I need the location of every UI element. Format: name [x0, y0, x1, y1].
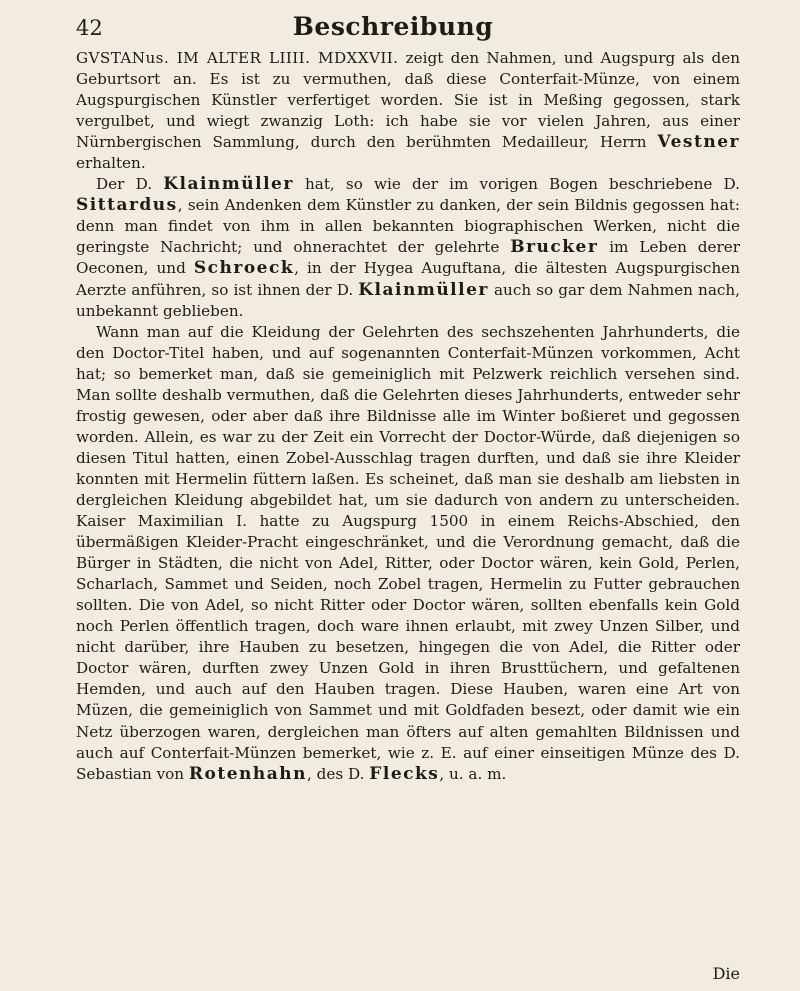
page-number: 42 — [76, 16, 103, 40]
text-run: Wann man auf die Kleidung der Gelehrten des sechszehenten Jahrhunderts, die den Doctor-Titel haben, und auf sogenannten Conterfait-Münzen vorkommen, Acht hat; so bemerket man, daß sie gemeiniglich mit Pelzwerk reichlich versehen sind. Man sollte deshalb vermuthen, daß die Gelehrten dieses Jahrhunderts, entweder sehr frostig gewesen, oder aber daß ihre Bildnisse alle im Winter boßieret und gegossen worden. Allein, es war zu der Zeit ein Vorrecht der Doctor-Würde, daß diejenigen so diesen Titul hatten, einen Zobel-Ausschlag tragen durften, und daß sie ihre Kleider konnten mit Hermelin füttern laßen. Es scheinet, daß man sie deshalb am liebsten in dergleichen Kleidung abgebildet hat, um sie dadurch von andern zu unterscheiden. Kaiser Maximilian I. hatte zu Augspurg 1500 in einem Reichs-Abschied, den übermäßigen Kleider-Pracht eingeschränket, und die Verordnung gemacht, daß die Bürger in Städten, die nicht von Adel, Ritter, oder Doctor wären, kein Gold, Perlen, Scharlach, Sammet und Seiden, noch Zobel tragen, Hermelin zu Futter gebrauchen sollten. Die von Adel, so nicht Ritter oder Doctor wären, sollten ebenfalls kein Gold noch Perlen öffentlich tragen, doch ware ihnen erlaubt, mit zwey Unzen Silber, und nicht darüber, ihre Hauben zu besetzen, hingegen die von Adel, die Ritter oder Doctor wären, durften zwey Unzen Gold in ihren Brusttüchern, und gefaltenen Hemden, und auch auf den Hauben tragen. Diese Hauben, waren eine Art von Müzen, die gemeiniglich von Sammet und mit Goldfaden besezt, oder damit wie ein Netz überzogen waren, dergleichen man öfters auf alten gemahlten Bildnissen und auch auf Conterfait-Münzen bemerket, wie z. E. auf einer einseitigen Münze des D. Sebastian von — [76, 322, 740, 783]
body-text — [76, 48, 740, 785]
name-klainmueller: Klainmüller — [358, 279, 489, 300]
inscription-text: GVSTANus. IM ALTER LIIII. MDXXVII. — [76, 49, 399, 67]
page-header — [76, 12, 740, 46]
text-run: erhalten. — [76, 154, 146, 173]
name-vestner: Vestner — [657, 132, 740, 153]
name-sittardus: Sittardus — [76, 195, 178, 216]
catchword: Die — [712, 964, 740, 983]
name-klainmueller: Klainmüller — [163, 174, 294, 195]
text-run: auch so gar dem Nahmen nach, unbekannt geblieben. — [76, 280, 740, 320]
running-head: Beschreibung — [292, 12, 494, 41]
text-run: im Leben derer Oeconen, und — [76, 238, 741, 278]
text-run: , in der Hygea Auguftana, die ältesten Augspurgischen Aerzte anführen, so ist ihnen der D. — [76, 259, 740, 299]
paragraph — [76, 48, 740, 174]
text-run: zeigt den Nahmen, und Augspurg als den Geburtsort an. Es ist zu vermuthen, daß diese Conterfait-Münze, von einem Augspurgischen Künstler verfertiget worden. Sie ist in Meßing gegossen, stark vergulbet, und wiegt zwanzig Loth: ich habe sie vor vielen Jahren, aus einer Nürnbergischen Sammlung, durch den berühmten Medailleur, Herrn — [76, 49, 740, 152]
text-run: , u. a. m. — [439, 764, 507, 783]
text-run: , sein Andenken dem Künstler zu danken, der sein Bildnis gegossen hat: denn man findet von ihm in allen bekannten biographischen Werken, nicht die geringste Nachricht; und ohnerachtet der gelehrte — [76, 196, 740, 257]
name-brucker: Brucker — [510, 237, 599, 258]
paragraph — [76, 322, 740, 785]
name-schroeck: Schroeck — [193, 258, 295, 279]
text-run: Der D. — [96, 175, 164, 194]
name-flecks: Flecks — [369, 763, 440, 784]
text-run: hat, so wie der im vorigen Bogen beschriebene D. — [293, 175, 741, 194]
text-run: , des D. — [307, 764, 370, 783]
name-rotenhahn: Rotenhahn — [188, 763, 308, 784]
paragraph — [76, 174, 740, 321]
